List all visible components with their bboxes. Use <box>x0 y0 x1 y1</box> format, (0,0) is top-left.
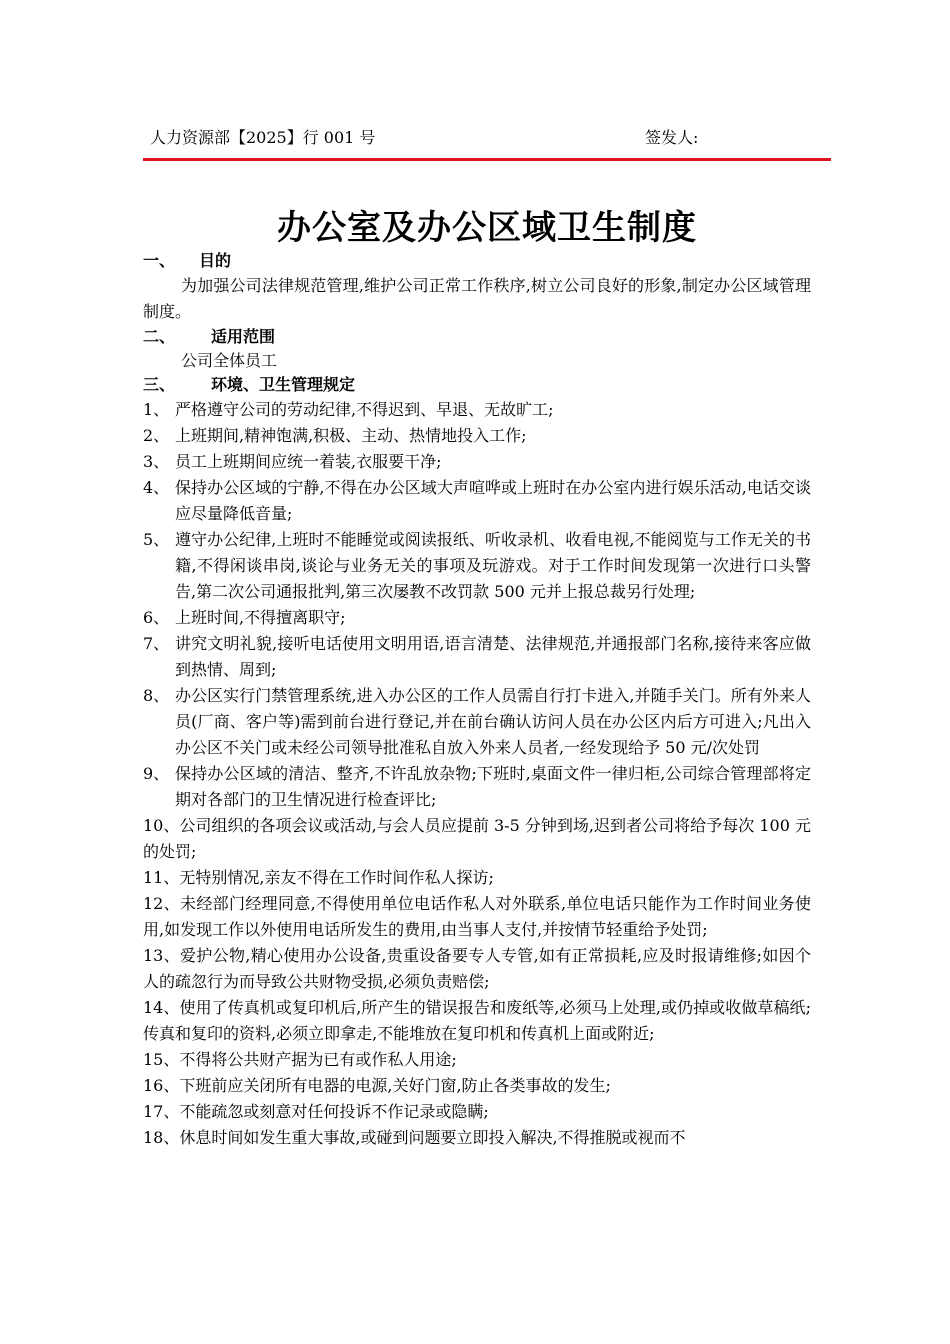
section-heading-scope <box>143 325 811 349</box>
rule-text: 保持办公区域的清洁、整齐,不许乱放杂物;下班时,桌面文件一律归柜,公司综合管理部将定期对各部门的卫生情况进行检查评比; <box>175 764 811 809</box>
rule-text: 上班期间,精神饱满,积极、主动、热情地投入工作; <box>175 426 527 445</box>
rule-text: 员工上班期间应统一着装,衣服要干净; <box>175 452 442 471</box>
rule-item <box>143 449 811 475</box>
rule-text: 下班前应关闭所有电器的电源,关好门窗,防止各类事故的发生; <box>179 1076 611 1095</box>
rule-number: 5、 <box>143 530 170 549</box>
section-number: 一、 <box>143 251 176 270</box>
rule-text: 不能疏忽或刻意对任何投诉不作记录或隐瞒; <box>179 1102 489 1121</box>
section-title: 环境、卫生管理规定 <box>211 375 356 394</box>
section-number: 二、 <box>143 327 176 346</box>
rule-item <box>143 995 811 1047</box>
rule-text: 上班时间,不得擅离职守; <box>175 608 346 627</box>
purpose-paragraph: 为加强公司法律规范管理,维护公司正常工作秩序,树立公司良好的形象,制定办公区域管理制度。 <box>143 276 811 321</box>
rule-item <box>143 891 811 943</box>
rule-text: 办公区实行门禁管理系统,进入办公区的工作人员需自行打卡进入,并随手关门。所有外来人员(厂商、客户等)需到前台进行登记,并在前台确认访问人员在办公区内后方可进入;凡出入办公区不关门或未经公司领导批准私自放入外来人员者,一经发现给予 50 元/次处罚 <box>175 686 811 757</box>
header-divider <box>143 158 831 161</box>
rule-number: 15、 <box>143 1050 180 1069</box>
rule-item <box>143 683 811 761</box>
signer-label: 签发人: <box>645 128 699 147</box>
rule-number: 14、 <box>143 998 180 1017</box>
section-title: 目的 <box>199 251 232 270</box>
rule-text: 讲究文明礼貌,接听电话使用文明用语,语言清楚、法律规范,并通报部门名称,接待来客应做到热情、周到; <box>175 634 811 679</box>
scope-paragraph: 公司全体员工 <box>181 351 278 370</box>
rule-item <box>143 423 811 449</box>
section-heading-purpose <box>143 249 811 273</box>
rule-text: 遵守办公纪律,上班时不能睡觉或阅读报纸、听收录机、收看电视,不能阅览与工作无关的书籍,不得闲谈串岗,谈论与业务无关的事项及玩游戏。对于工作时间发现第一次进行口头警告,第二次公司通报批判,第三次屡教不改罚款 500 元并上报总裁另行处理; <box>175 530 811 601</box>
rule-item <box>143 813 811 865</box>
rule-item <box>143 1047 811 1073</box>
rule-number: 10、 <box>143 816 180 835</box>
rule-number: 6、 <box>143 608 170 627</box>
rule-item <box>143 865 811 891</box>
rule-text: 保持办公区域的宁静,不得在办公区域大声喧哗或上班时在办公室内进行娱乐活动,电话交谈应尽量降低音量; <box>175 478 811 523</box>
rule-number: 11、 <box>143 868 180 887</box>
rule-item <box>143 397 811 423</box>
rule-item <box>143 1125 811 1151</box>
rule-item <box>143 1073 811 1099</box>
document-title: 办公室及办公区域卫生制度 <box>277 208 697 248</box>
rule-number: 8、 <box>143 686 170 705</box>
section-number: 三、 <box>143 375 176 394</box>
rule-item <box>143 761 811 813</box>
rule-text: 不得将公共财产据为已有或作私人用途; <box>179 1050 457 1069</box>
rule-item <box>143 527 811 605</box>
section-title: 适用范围 <box>211 327 276 346</box>
rule-text: 未经部门经理同意,不得使用单位电话作私人对外联系,单位电话只能作为工作时间业务使用,如发现工作以外使用电话所发生的费用,由当事人支付,并按情节轻重给予处罚; <box>143 894 811 939</box>
rule-item <box>143 631 811 683</box>
rule-text: 休息时间如发生重大事故,或碰到问题要立即投入解决,不得推脱或视而不 <box>179 1128 686 1147</box>
rule-number: 9、 <box>143 764 170 783</box>
rule-number: 7、 <box>143 634 170 653</box>
rule-text: 使用了传真机或复印机后,所产生的错误报告和废纸等,必须马上处理,或仍掉或收做草稿纸;传真和复印的资料,必须立即拿走,不能堆放在复印机和传真机上面或附近; <box>143 998 811 1043</box>
rule-number: 2、 <box>143 426 170 445</box>
rule-number: 16、 <box>143 1076 180 1095</box>
document-number: 人力资源部【2025】行 001 号 <box>150 128 376 147</box>
rule-item <box>143 943 811 995</box>
section-heading-rules <box>143 373 811 397</box>
rule-text: 爱护公物,精心使用办公设备,贵重设备要专人专管,如有正常损耗,应及时报请维修;如因个人的疏忽行为而导致公共财物受损,必须负责赔偿; <box>143 946 811 991</box>
rule-text: 公司组织的各项会议或活动,与会人员应提前 3-5 分钟到场,迟到者公司将给予每次 100 元的处罚; <box>143 816 811 861</box>
rule-number: 18、 <box>143 1128 180 1147</box>
rule-number: 1、 <box>143 400 170 419</box>
rule-number: 3、 <box>143 452 170 471</box>
rule-item <box>143 475 811 527</box>
rule-number: 17、 <box>143 1102 180 1121</box>
rules-list <box>143 397 811 1151</box>
document-body <box>143 249 811 1151</box>
rule-number: 4、 <box>143 478 170 497</box>
rule-number: 12、 <box>143 894 181 913</box>
rule-item <box>143 605 811 631</box>
rule-text: 严格遵守公司的劳动纪律,不得迟到、早退、无故旷工; <box>175 400 554 419</box>
rule-number: 13、 <box>143 946 181 965</box>
rule-item <box>143 1099 811 1125</box>
document-header <box>150 125 830 151</box>
rule-text: 无特别情况,亲友不得在工作时间作私人探访; <box>179 868 494 887</box>
